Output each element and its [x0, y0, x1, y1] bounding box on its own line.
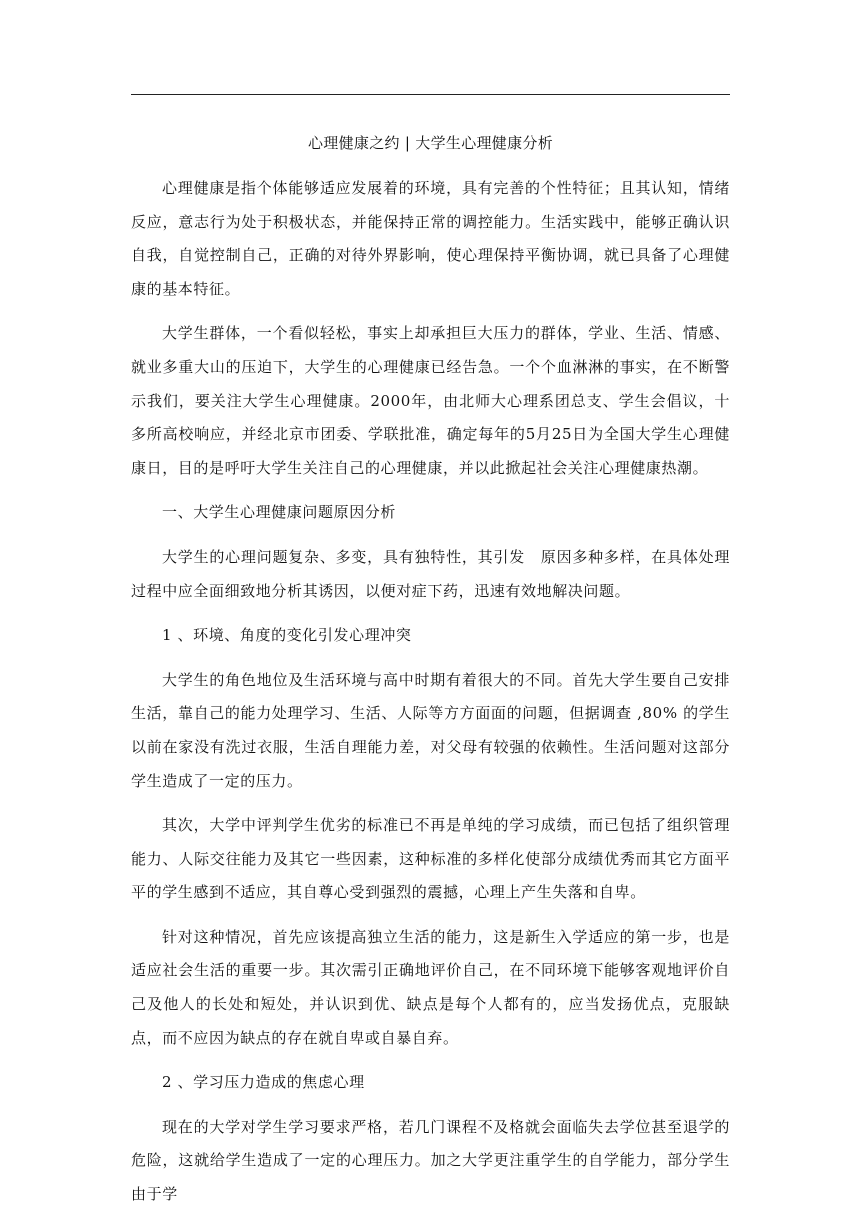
section-heading-causes: 一、大学生心理健康问题原因分析	[162, 503, 397, 522]
paragraph-environment-1: 大学生的角色地位及生活环境与高中时期有着很大的不同。首先大学生要自己安排生活，靠自己的能力处理学习、生活、人际等方方面面的问题，但据调查 ,80% 的学生以前在家没有洗过衣服，生活自理能力差，对父母有较强的依赖性。生活问题对这部分学生造成了一定的压力。	[131, 670, 730, 790]
paragraph-environment-2: 其次，大学中评判学生优劣的标准已不再是单纯的学习成绩，而已包括了组织管理能力、人际交往能力及其它一些因素，这种标准的多样化使部分成绩优秀而其它方面平平的学生感到不适应，其自尊心受到强烈的震撼，心理上产生失落和自卑。	[131, 816, 730, 902]
document-body	[131, 172, 730, 1223]
paragraph-background: 大学生群体，一个看似轻松，事实上却承担巨大压力的群体，学业、生活、情感、就业多重大山的压迫下，大学生的心理健康已经告急。一个个血淋淋的事实，在不断警示我们，要关注大学生心理健康。2000年，由北师大心理系团总支、学生会倡议，十多所高校响应，并经北京市团委、学联批准，确定每年的5月25日为全国大学生心理健康日，目的是呼吁大学生关注自己的心理健康，并以此掀起社会关注心理健康热潮。	[131, 324, 730, 477]
subheading-environment: 1 、环境、角度的变化引发心理冲突	[162, 626, 412, 645]
paragraph-definition: 心理健康是指个体能够适应发展着的环境，具有完善的个性特征；且其认知，情绪反应，意志行为处于积极状态，并能保持正常的调控能力。生活实践中，能够正确认识自我，自觉控制自己，正确的对待外界影响，使心理保持平衡协调，就已具备了心理健康的基本特征。	[131, 179, 730, 298]
document-title: 心理健康之约 | 大学生心理健康分析	[308, 134, 553, 152]
paragraph-study-pressure: 现在的大学对学生学习要求严格，若几门课程不及格就会面临失去学位甚至退学的危险，这就给学生造成了一定的心理压力。加之大学更注重学生的自学能力，部分学生由于学	[131, 1117, 730, 1204]
subheading-study-pressure: 2 、学习压力造成的焦虑心理	[162, 1073, 365, 1092]
paragraph-environment-3: 针对这种情况，首先应该提高独立生活的能力，这是新生入学适应的第一步，也是适应社会生活的重要一步。其次需引正确地评价自己，在不同环境下能够客观地评价自己及他人的长处和短处，并认识到优、缺点是每个人都有的，应当发扬优点，克服缺点，而不应因为缺点的存在就自卑或自暴自弃。	[131, 927, 730, 1047]
paragraph-causes-intro: 大学生的心理问题复杂、多变，具有独特性，其引发 原因多种多样，在具体处理过程中应全面细致地分析其诱因，以便对症下药，迅速有效地解决问题。	[131, 547, 730, 600]
header-rule	[131, 94, 730, 95]
